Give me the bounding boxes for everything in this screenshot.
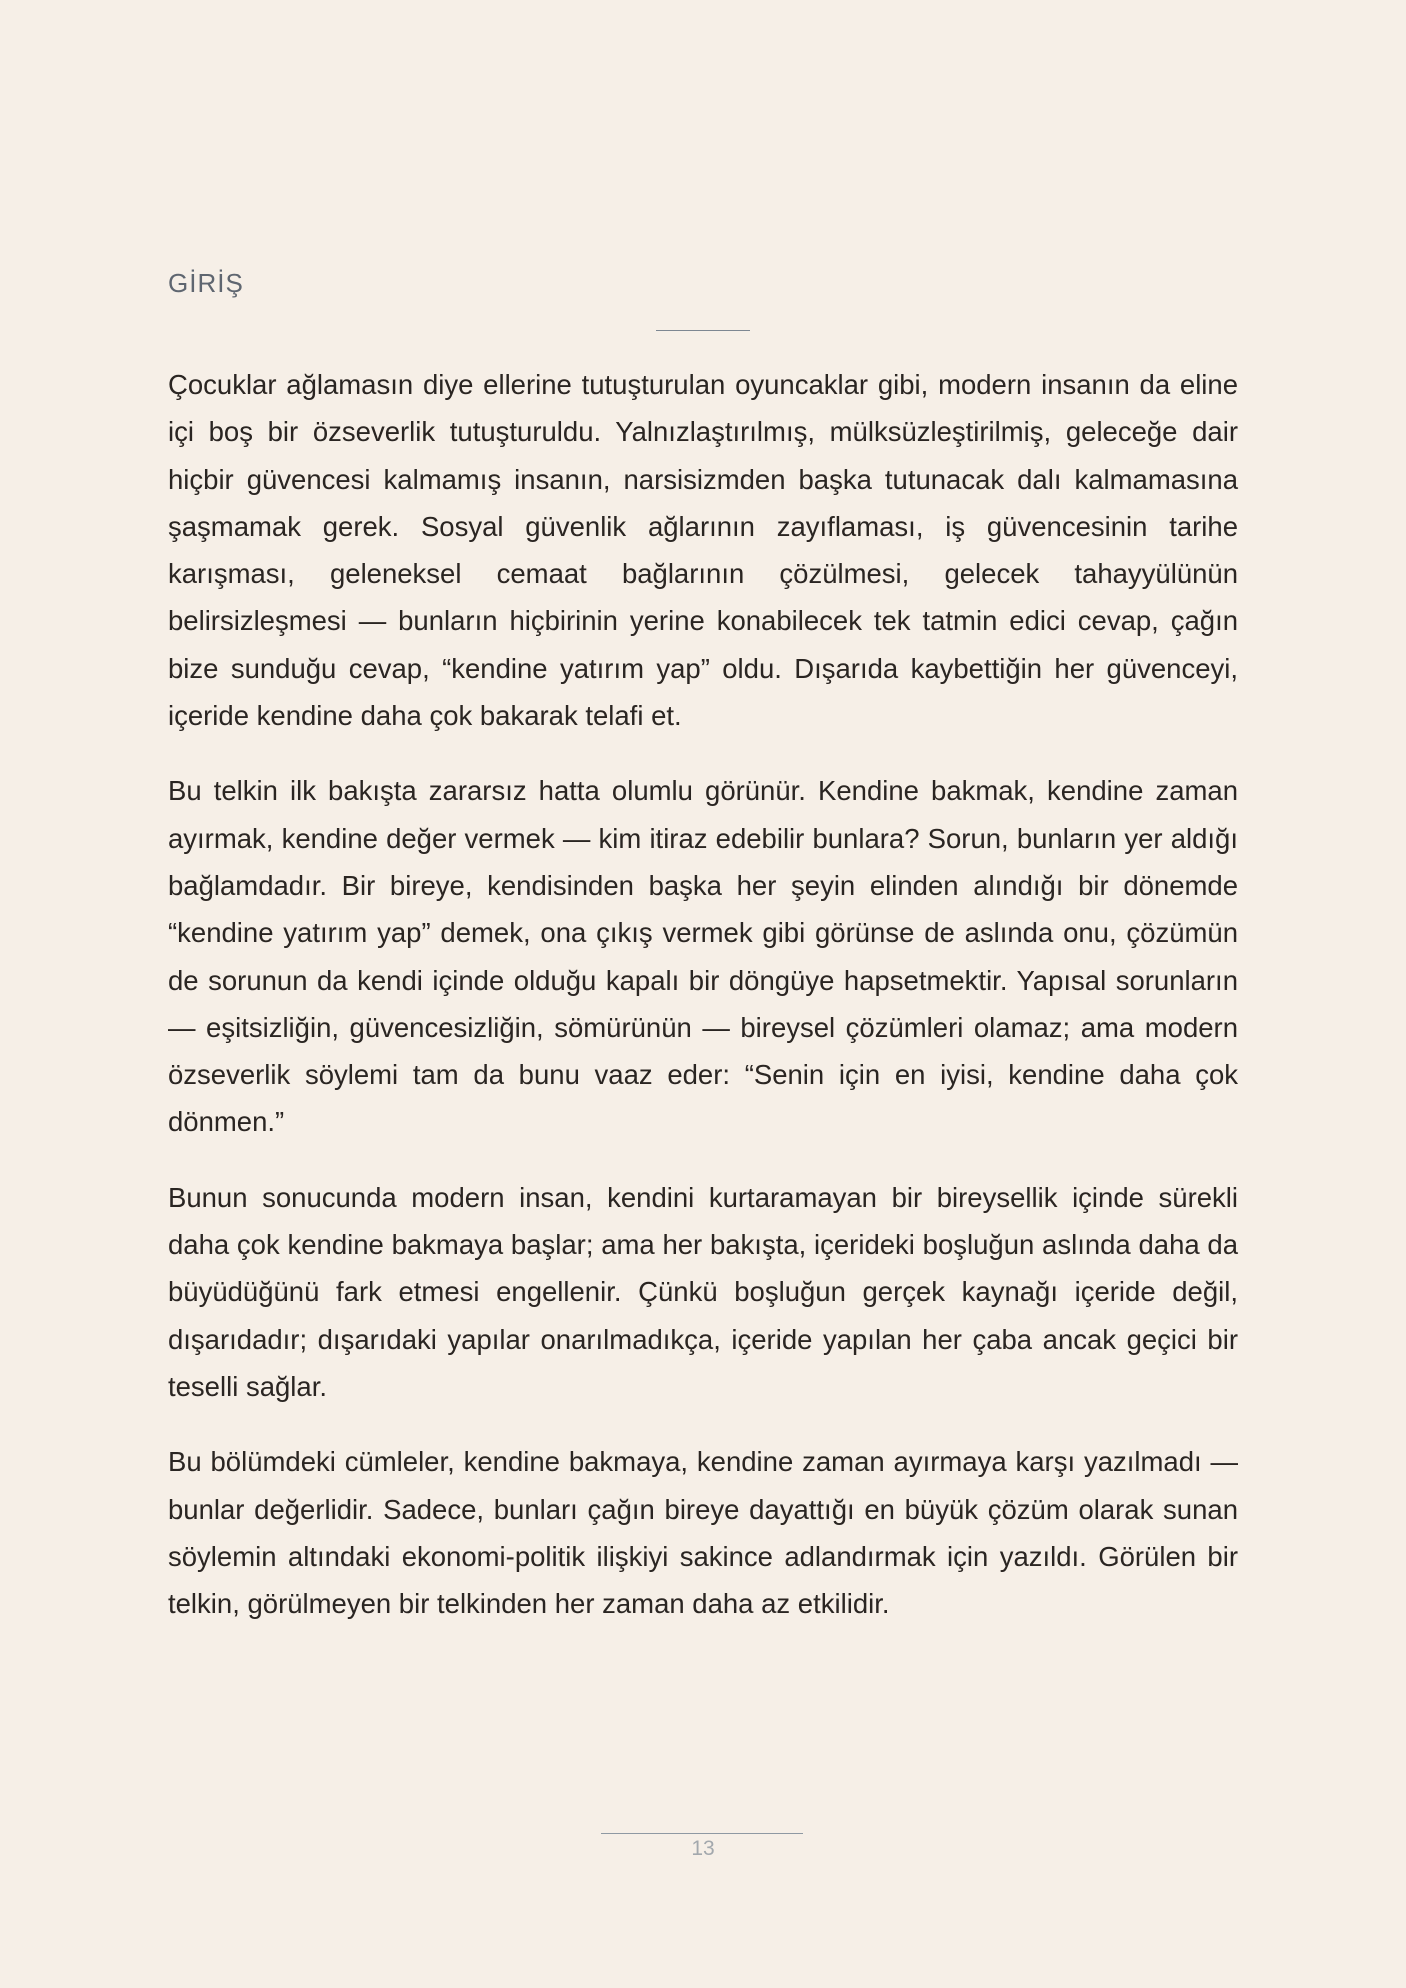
section-title: GİRİŞ: [168, 268, 244, 298]
paragraph-2: Bu telkin ilk bakışta zararsız hatta olumlu görünür. Kendine bakmak, kendine zaman ayırmak, kendine değer vermek — kim itiraz edebilir bunlara? Sorun, bunların yer aldığı bağlamdadır. Bir bireye, kendisinden başka her şeyin elinden alındığı bir dönemde “kendine yatırım yap” demek, ona çıkış vermek gibi görünse de aslında onu, çözümün de sorunun da kendi içinde olduğu kapalı bir döngüye hapsetmektir. Yapısal sorunların — eşitsizliğin, güvencesizliğin, sömürünün — bireysel çözümleri olamaz; ama modern özseverlik söylemi tam da bunu vaaz eder: “Senin için en iyisi, kendine daha çok dönmen.”: [168, 775, 1238, 1138]
paragraph-3: Bunun sonucunda modern insan, kendini kurtaramayan bir bireysellik içinde sürekli daha çok kendine bakmaya başlar; ama her bakışta, içerideki boşluğun aslında daha da büyüdüğünü fark etmesi engellenir. Çünkü boşluğun gerçek kaynağı içeride değil, dışarıdadır; dışarıdaki yapılar onarılmadıkça, içeride yapılan her çaba ancak geçici bir teselli sağlar.: [168, 1181, 1238, 1402]
footer-divider: [601, 1833, 803, 1834]
title-divider: [656, 330, 750, 331]
paragraph-4: Bu bölümdeki cümleler, kendine bakmaya, kendine zaman ayırmaya karşı yazılmadı — bunlar değerlidir. Sadece, bunları çağın bireye dayattığı en büyük çözüm olarak sunan söylemin altındaki ekonomi-politik ilişkiyi sakince adlandırmak için yazıldı. Görülen bir telkin, görülmeyen bir telkinden her zaman daha az etkilidir.: [168, 1446, 1238, 1620]
page-number: 13: [691, 1837, 715, 1860]
paragraph-1: Çocuklar ağlamasın diye ellerine tutuşturulan oyuncaklar gibi, modern insanın da eline içi boş bir özseverlik tutuşturuldu. Yalnızlaştırılmış, mülksüzleştirilmiş, geleceğe dair hiçbir güvencesi kalmamış insanın, narsisizmden başka tutunacak dalı kalmamasına şaşmamak gerek. Sosyal güvenlik ağlarının zayıflaması, iş güvencesinin tarihe karışması, geleneksel cemaat bağlarının çözülmesi, gelecek tahayyülünün belirsizleşmesi — bunların hiçbirinin yerine konabilecek tek tatmin edici cevap, çağın bize sunduğu cevap, “kendine yatırım yap” oldu. Dışarıda kaybettiğin her güvenceyi, içeride kendine daha çok bakarak telafi et.: [168, 369, 1238, 732]
body-text: [168, 361, 1238, 1655]
